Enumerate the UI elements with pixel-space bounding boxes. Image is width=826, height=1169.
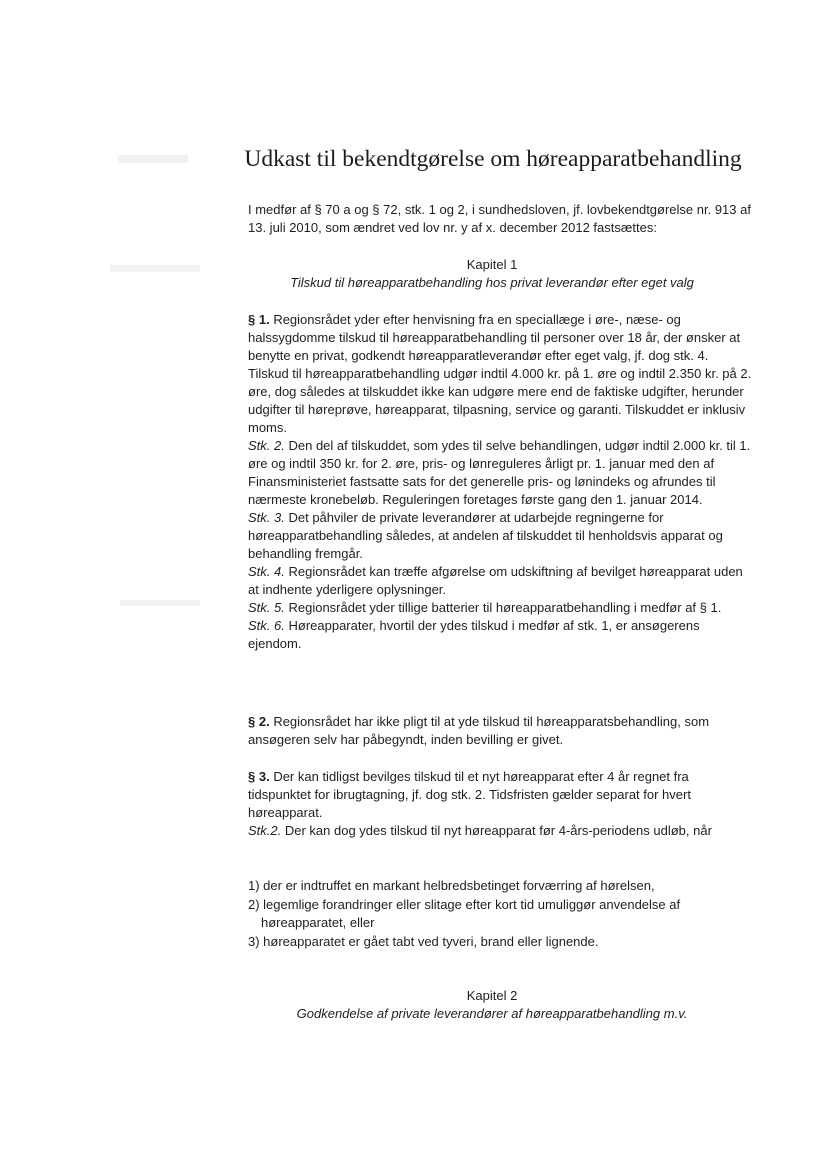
section-3-stk-2	[232, 822, 752, 840]
section-3	[232, 768, 752, 840]
section-1-stk-4	[232, 563, 752, 599]
stk-4-label: Stk. 4.	[248, 564, 285, 579]
section-3-text: Der kan tidligst bevilges tilskud til et nyt høreapparat efter 4 år regnet fra tidspunktet for ibrugtagning, jf. dog stk. 2. Tidsfristen gælder separat for hvert høreapparat.	[248, 769, 691, 820]
section-1-number: § 1.	[248, 312, 270, 327]
section-1	[232, 311, 752, 653]
section-1-paragraph	[232, 311, 752, 437]
section-3-paragraph	[232, 768, 752, 822]
section-3-number: § 3.	[248, 769, 270, 784]
section-2	[232, 713, 752, 749]
list-item: 1) der er indtruffet en markant helbredsbetinget forværring af hørelsen,	[248, 878, 655, 893]
section-1-stk-2	[232, 437, 752, 509]
section-1-stk-5	[232, 599, 752, 617]
stk-5-label: Stk. 5.	[248, 600, 285, 615]
stk-2-label: Stk. 2.	[248, 438, 285, 453]
stk-5-text: Regionsrådet yder tillige batterier til høreapparatbehandling i medfør af § 1.	[288, 600, 722, 615]
intro-text: I medfør af § 70 a og § 72, stk. 1 og 2, i sundhedsloven, jf. lovbekendtgørelse nr. 913 af 13. juli 2010, som ændret ved lov nr. y af x. december 2012 fastsættes:	[248, 202, 751, 235]
document-title: Udkast til bekendtgørelse om høreapparatbehandling	[244, 146, 742, 172]
section-2-number: § 2.	[248, 714, 270, 729]
section-3-stk-2-label: Stk.2.	[248, 823, 282, 838]
section-1-stk-6	[232, 617, 752, 653]
intro-paragraph	[232, 201, 752, 237]
stk-2-text: Den del af tilskuddet, som ydes til selve behandlingen, udgør indtil 2.000 kr. til 1. øre og indtil 350 kr. for 2. øre, pris- og lønreguleres årligt pr. 1. januar med den af Finansministeriet fastsatte sats for det generelle pris- og lønindeks og afrundes til nærmeste kronebeløb. Reguleringen foretages første gang den 1. januar 2014.	[248, 438, 751, 507]
chapter-1-label: Kapitel 1	[466, 257, 518, 272]
condition-list	[248, 877, 752, 951]
stk-6-text: Høreapparater, hvortil der ydes tilskud i medfør af stk. 1, er ansøgerens ejendom.	[248, 618, 700, 651]
chapter-2-heading: Godkendelse af private leverandører af høreapparatbehandling m.v.	[296, 1006, 688, 1021]
section-2-text: Regionsrådet har ikke pligt til at yde tilskud til høreapparatsbehandling, som ansøgeren selv har påbegyndt, inden bevilling er givet.	[248, 714, 710, 747]
scan-artifact	[120, 600, 200, 606]
stk-3-text: Det påhviler de private leverandører at udarbejde regningerne for høreapparatbehandling således, at andelen af tilskuddet til henholdsvis apparat og behandling fremgår.	[248, 510, 723, 561]
section-2-paragraph	[232, 713, 752, 749]
chapter-1	[232, 256, 752, 292]
section-3-stk-2-text: Der kan dog ydes tilskud til nyt høreapparat før 4-års-periodens udløb, når	[284, 823, 712, 838]
section-1-stk-3	[232, 509, 752, 563]
chapter-2-label: Kapitel 2	[466, 988, 518, 1003]
stk-4-text: Regionsrådet kan træffe afgørelse om udskiftning af bevilget høreapparat uden at indhente yderligere oplysninger.	[248, 564, 743, 597]
stk-6-label: Stk. 6.	[248, 618, 285, 633]
list-item: 2) legemlige forandringer eller slitage efter kort tid umuliggør anvendelse af høreapparatet, eller	[248, 897, 681, 930]
list-item: 3) høreapparatet er gået tabt ved tyveri, brand eller lignende.	[248, 934, 599, 949]
scan-artifact	[110, 265, 200, 272]
stk-3-label: Stk. 3.	[248, 510, 285, 525]
chapter-2	[232, 987, 752, 1023]
section-1-text: Regionsrådet yder efter henvisning fra en speciallæge i øre-, næse- og halssygdomme tilskud til høreapparatbehandling til personer over 18 år, der ønsker at benytte en privat, godkendt høreapparatleverandør efter eget valg, jf. dog stk. 4. Tilskud til høreapparatbehandling udgør indtil 4.000 kr. på 1. øre og indtil 2.350 kr. på 2. øre, dog således at tilskuddet ikke kan udgøre mere end de faktiske udgifter, herunder udgifter til høreprøve, høreapparat, tilpasning, service og garanti. Tilskuddet er inklusiv moms.	[248, 312, 752, 435]
chapter-1-heading: Tilskud til høreapparatbehandling hos privat leverandør efter eget valg	[290, 275, 694, 290]
